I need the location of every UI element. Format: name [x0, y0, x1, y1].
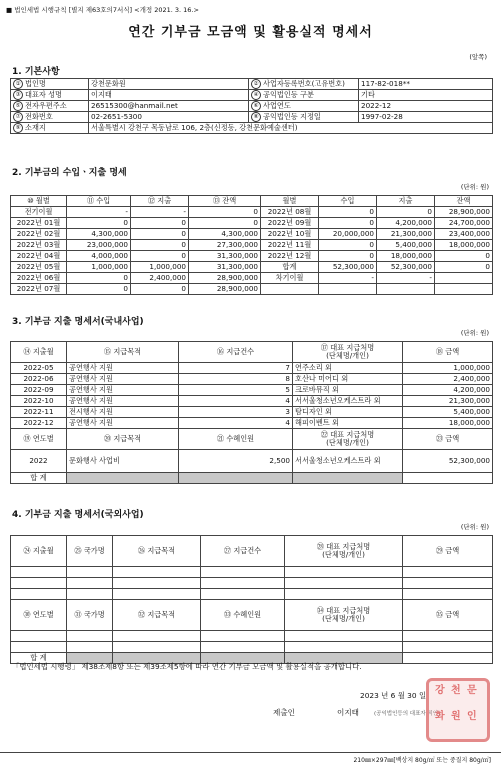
column-header: ⑮ 지급목적: [67, 342, 179, 363]
field-label: [249, 90, 359, 101]
month-cell: 전기이월: [11, 207, 67, 218]
section3-heading: 3. 기부금 지출 명세서(국내사업): [12, 317, 144, 327]
empty-cell: [67, 631, 113, 642]
item-number: ③: [13, 90, 23, 100]
item-number: ②: [251, 79, 261, 89]
empty-cell: [403, 578, 493, 589]
amount-cell: 0: [131, 229, 189, 240]
total-label: 합 계: [11, 473, 67, 484]
seal-note: (공익법인등의 대표자 직인): [374, 711, 441, 717]
month-row: [11, 251, 493, 262]
expense-cell: 탐디자인 외: [293, 407, 403, 418]
expense-row: [11, 363, 493, 374]
expense-cell: 공연행사 지원: [67, 418, 179, 429]
amount-cell: 52,300,000: [319, 262, 377, 273]
empty-cell: [285, 631, 403, 642]
amount-cell: 0: [319, 207, 377, 218]
column-header: 월별: [261, 196, 319, 207]
item-number: ⑤: [13, 101, 23, 111]
field-value: 강천문화원: [89, 79, 249, 90]
amount-cell: 4,000,000: [67, 251, 131, 262]
month-cell: 2022년 10월: [261, 229, 319, 240]
field-label: [249, 101, 359, 112]
empty-cell: [113, 631, 201, 642]
field-value: 1997-02-28: [359, 112, 493, 123]
section1-heading: 1. 기본사항: [12, 67, 60, 77]
empty-cell: [113, 578, 201, 589]
expense-cell: 전시행사 지원: [67, 407, 179, 418]
field-value: 02-2651-5300: [89, 112, 249, 123]
expense-cell: 2,400,000: [403, 374, 493, 385]
column-header: ㉖ 지급목적: [113, 536, 201, 567]
document-title: 연간 기부금 모금액 및 활용실적 명세서: [128, 25, 373, 40]
expense-cell: 2022-06: [11, 374, 67, 385]
header-row: [11, 196, 493, 207]
basic-info-row: [11, 79, 493, 90]
column-header: 잔액: [435, 196, 493, 207]
amount-cell: 0: [377, 207, 435, 218]
column-header: ㉘ 대표 지급처명 (단체명/개인): [285, 536, 403, 567]
empty-cell: [11, 642, 67, 653]
amount-cell: 24,700,000: [435, 218, 493, 229]
expense-cell: 3: [179, 407, 293, 418]
column-header: ⑰ 대표 지급처명 (단체명/개인): [293, 342, 403, 363]
section3-unit: (단위: 원): [460, 329, 489, 337]
item-number: ⑨: [13, 123, 23, 133]
amount-cell: -: [377, 273, 435, 284]
amount-cell: -: [131, 207, 189, 218]
column-header: ⑲ 연도별: [11, 429, 67, 450]
amount-cell: 23,400,000: [435, 229, 493, 240]
stamp-char: 강: [435, 685, 445, 696]
month-row: [11, 207, 493, 218]
empty-cell: [67, 578, 113, 589]
amount-cell: 28,900,000: [189, 284, 261, 295]
applicant-label: 제출인: [273, 708, 296, 717]
amount-cell: 0: [131, 284, 189, 295]
expense-cell: 해피이벤트 외: [293, 418, 403, 429]
column-header: ㉙ 금액: [403, 536, 493, 567]
column-header: ㉚ 연도별: [11, 600, 67, 631]
amount-cell: 1,000,000: [131, 262, 189, 273]
empty-cell: [201, 631, 285, 642]
empty-cell: [201, 642, 285, 653]
column-header: ⑪ 수입: [67, 196, 131, 207]
amount-cell: 1,000,000: [67, 262, 131, 273]
column-header: ㉒ 대표 지급처명 (단체명/개인): [293, 429, 403, 450]
field-value: 117-82-018**: [359, 79, 493, 90]
amount-cell: 20,000,000: [319, 229, 377, 240]
page-side-label: (앞쪽): [469, 53, 487, 61]
column-header: ㉟ 금액: [403, 600, 493, 631]
header-row: [11, 600, 493, 631]
amount-cell: 4,300,000: [189, 229, 261, 240]
field-label-text: 법인명: [25, 79, 46, 88]
expense-cell: 2022-11: [11, 407, 67, 418]
amount-cell: -: [319, 273, 377, 284]
stamp-char: 화: [435, 711, 445, 722]
empty-cell: [11, 589, 67, 600]
amount-cell: 0: [67, 218, 131, 229]
declaration-text: 「법인세법 시행령」 제38조제8항 또는 제39조제5항에 따라 연간 기부금 모금액 및 활용실적을 공개합니다.: [12, 662, 362, 671]
empty-cell: [201, 567, 285, 578]
month-row: [11, 273, 493, 284]
amount-cell: 0: [189, 207, 261, 218]
amount-cell: 0: [131, 218, 189, 229]
basic-info-row: [11, 90, 493, 101]
column-header: ㉜ 지급목적: [113, 600, 201, 631]
total-amount: [403, 473, 493, 484]
field-label: [249, 112, 359, 123]
empty-cell: [403, 589, 493, 600]
expense-cell: 21,300,000: [403, 396, 493, 407]
field-label-text: 사업자등록번호(고유번호): [263, 79, 345, 88]
expense-cell: 연주소리 외: [293, 363, 403, 374]
stamp-char: 문: [467, 685, 477, 696]
expense-row: [11, 407, 493, 418]
empty-cell: [113, 642, 201, 653]
column-header: ⑱ 금액: [403, 342, 493, 363]
expense-cell: 공연행사 지원: [67, 374, 179, 385]
empty-row: [11, 589, 493, 600]
stamp-char: 원: [451, 711, 461, 722]
expense-cell: 공연행사 지원: [67, 396, 179, 407]
expense-cell: 5: [179, 385, 293, 396]
column-header: ㉑ 수혜인원: [179, 429, 293, 450]
expense-cell: 크로바뮤직 외: [293, 385, 403, 396]
column-header: 수입: [319, 196, 377, 207]
field-label-text: 사업연도: [263, 101, 291, 110]
column-header: ⑭ 지출월: [11, 342, 67, 363]
yearly-cell: 2022: [11, 450, 67, 473]
field-label-text: 대표자 성명: [25, 90, 63, 99]
stamp-char: 천: [451, 685, 461, 696]
month-cell: 2022년 03월: [11, 240, 67, 251]
amount-cell: 23,000,000: [67, 240, 131, 251]
empty-cell: [403, 567, 493, 578]
expense-cell: 공연행사 지원: [67, 363, 179, 374]
expense-cell: 호산나 미어디 외: [293, 374, 403, 385]
yearly-cell: 서서울청소년오케스트라 외: [293, 450, 403, 473]
month-row: [11, 229, 493, 240]
yearly-row: [11, 450, 493, 473]
domestic-expense-table: [10, 341, 493, 484]
declaration-date: 2023 년 6 월 30 일: [360, 691, 427, 700]
yearly-cell: 2,500: [179, 450, 293, 473]
empty-row: [11, 631, 493, 642]
amount-cell: 28,900,000: [189, 273, 261, 284]
amount-cell: 21,300,000: [377, 229, 435, 240]
total-cell: [293, 473, 403, 484]
amount-cell: [319, 284, 377, 295]
month-cell: 2022년 06월: [11, 273, 67, 284]
form-header-note: ■ 법인세법 시행규칙 [별지 제63호의7서식] <개정 2021. 3. 16.>: [6, 6, 199, 14]
month-cell: 차기이월: [261, 273, 319, 284]
address-value: 서울특별시 강천구 목동남로 106, 2층(신정동, 강천문화예술센터): [89, 123, 493, 134]
empty-cell: [403, 642, 493, 653]
header-row: [11, 536, 493, 567]
address-row: [11, 123, 493, 134]
field-label-text: 공익법인등 지정일: [263, 112, 321, 121]
month-cell: 2022년 01월: [11, 218, 67, 229]
expense-row: [11, 418, 493, 429]
amount-cell: 5,400,000: [377, 240, 435, 251]
column-header: ⑬ 잔액: [189, 196, 261, 207]
yearly-cell: 52,300,000: [403, 450, 493, 473]
basic-info-table: [10, 78, 493, 134]
field-label-text: 전화번호: [25, 112, 53, 121]
amount-cell: 0: [435, 262, 493, 273]
expense-cell: 2022-05: [11, 363, 67, 374]
basic-info-row: [11, 112, 493, 123]
field-value: 2022-12: [359, 101, 493, 112]
amount-cell: 52,300,000: [377, 262, 435, 273]
expense-cell: 7: [179, 363, 293, 374]
total-row: [11, 473, 493, 484]
field-label-text: 전자우편주소: [25, 101, 67, 110]
expense-cell: 2022-10: [11, 396, 67, 407]
amount-cell: 0: [435, 251, 493, 262]
field-value: 기타: [359, 90, 493, 101]
empty-row: [11, 567, 493, 578]
expense-row: [11, 385, 493, 396]
month-row: [11, 218, 493, 229]
expense-row: [11, 374, 493, 385]
empty-cell: [67, 642, 113, 653]
field-label: [11, 101, 89, 112]
amount-cell: 4,300,000: [67, 229, 131, 240]
item-number: ①: [13, 79, 23, 89]
expense-cell: 8: [179, 374, 293, 385]
expense-cell: 18,000,000: [403, 418, 493, 429]
amount-cell: 18,000,000: [377, 251, 435, 262]
amount-cell: 0: [319, 240, 377, 251]
empty-cell: [11, 631, 67, 642]
field-value: 이지태: [89, 90, 249, 101]
column-header: ⑫ 지출: [131, 196, 189, 207]
item-number: ④: [251, 90, 261, 100]
empty-cell: [285, 642, 403, 653]
amount-cell: 0: [319, 251, 377, 262]
expense-cell: 1,000,000: [403, 363, 493, 374]
total-cell: [179, 473, 293, 484]
empty-cell: [285, 578, 403, 589]
total-label: 합 계: [11, 653, 67, 664]
field-label-text: 공익법인등 구분: [263, 90, 314, 99]
section4-heading: 4. 기부금 지출 명세서(국외사업): [12, 510, 144, 520]
amount-cell: 0: [319, 218, 377, 229]
column-header: ㉝ 수혜인원: [201, 600, 285, 631]
amount-cell: 2,400,000: [131, 273, 189, 284]
item-number: ⑦: [13, 112, 23, 122]
field-label: [11, 123, 89, 134]
field-value: 26515300@hanmail.net: [89, 101, 249, 112]
expense-cell: 5,400,000: [403, 407, 493, 418]
empty-row: [11, 578, 493, 589]
total-cell: [67, 473, 179, 484]
section2-heading: 2. 기부금의 수입ㆍ지출 명세: [12, 168, 127, 178]
month-cell: [261, 284, 319, 295]
expense-cell: 4: [179, 418, 293, 429]
field-label: [11, 112, 89, 123]
column-header: ㉛ 국가명: [67, 600, 113, 631]
paper-spec-footer: 210㎜×297㎜[백상지 80g/㎡ 또는 중질지 80g/㎡]: [353, 757, 491, 764]
expense-cell: 2022-12: [11, 418, 67, 429]
section4-unit: (단위: 원): [460, 523, 489, 531]
field-label-text: 소재지: [25, 123, 46, 132]
expense-row: [11, 396, 493, 407]
income-expense-table: [10, 195, 493, 295]
amount-cell: 0: [131, 240, 189, 251]
column-header: ㉞ 대표 지급처명 (단체명/개인): [285, 600, 403, 631]
empty-cell: [201, 578, 285, 589]
column-header: ㉔ 지출월: [11, 536, 67, 567]
month-cell: 2022년 11월: [261, 240, 319, 251]
applicant-name: 이지태: [337, 708, 360, 717]
empty-cell: [403, 631, 493, 642]
column-header: ㉓ 금액: [403, 429, 493, 450]
stamp-char: 인: [467, 711, 477, 722]
overseas-expense-table: [10, 535, 493, 664]
amount-cell: 31,300,000: [189, 262, 261, 273]
amount-cell: [435, 273, 493, 284]
month-row: [11, 240, 493, 251]
expense-cell: 2022-09: [11, 385, 67, 396]
empty-cell: [11, 578, 67, 589]
amount-cell: 0: [189, 218, 261, 229]
month-cell: 2022년 05월: [11, 262, 67, 273]
amount-cell: 0: [67, 284, 131, 295]
expense-cell: 4: [179, 396, 293, 407]
item-number: ⑥: [251, 101, 261, 111]
item-number: ⑧: [251, 112, 261, 122]
month-cell: 2022년 09월: [261, 218, 319, 229]
month-cell: 2022년 04월: [11, 251, 67, 262]
expense-cell: 4,200,000: [403, 385, 493, 396]
amount-cell: 27,300,000: [189, 240, 261, 251]
yearly-cell: 문화행사 사업비: [67, 450, 179, 473]
amount-cell: 18,000,000: [435, 240, 493, 251]
empty-cell: [113, 567, 201, 578]
month-cell: 합계: [261, 262, 319, 273]
basic-info-row: [11, 101, 493, 112]
empty-cell: [285, 589, 403, 600]
amount-cell: 28,900,000: [435, 207, 493, 218]
header-row: [11, 429, 493, 450]
amount-cell: 4,200,000: [377, 218, 435, 229]
month-cell: 2022년 08월: [261, 207, 319, 218]
month-row: [11, 284, 493, 295]
column-header: ㉕ 국가명: [67, 536, 113, 567]
month-cell: 2022년 12월: [261, 251, 319, 262]
column-header: 지출: [377, 196, 435, 207]
field-label: [249, 79, 359, 90]
expense-cell: 서서울청소년오케스트라 외: [293, 396, 403, 407]
month-row: [11, 262, 493, 273]
empty-cell: [67, 589, 113, 600]
header-row: [11, 342, 493, 363]
column-header: ⑩ 월별: [11, 196, 67, 207]
empty-cell: [201, 589, 285, 600]
amount-cell: 0: [131, 251, 189, 262]
empty-cell: [11, 567, 67, 578]
amount-cell: [435, 284, 493, 295]
column-header: ㉗ 지급건수: [201, 536, 285, 567]
empty-cell: [67, 567, 113, 578]
column-header: ⑳ 지급목적: [67, 429, 179, 450]
official-seal-stamp: [426, 678, 490, 742]
footer-divider: [0, 752, 501, 753]
empty-row: [11, 642, 493, 653]
amount-cell: 31,300,000: [189, 251, 261, 262]
empty-cell: [113, 589, 201, 600]
amount-cell: -: [67, 207, 131, 218]
amount-cell: [377, 284, 435, 295]
field-label: [11, 79, 89, 90]
section2-unit: (단위: 원): [460, 183, 489, 191]
column-header: ⑯ 지급건수: [179, 342, 293, 363]
empty-cell: [285, 567, 403, 578]
expense-cell: 공연행사 지원: [67, 385, 179, 396]
month-cell: 2022년 02월: [11, 229, 67, 240]
amount-cell: 0: [67, 273, 131, 284]
field-label: [11, 90, 89, 101]
month-cell: 2022년 07월: [11, 284, 67, 295]
